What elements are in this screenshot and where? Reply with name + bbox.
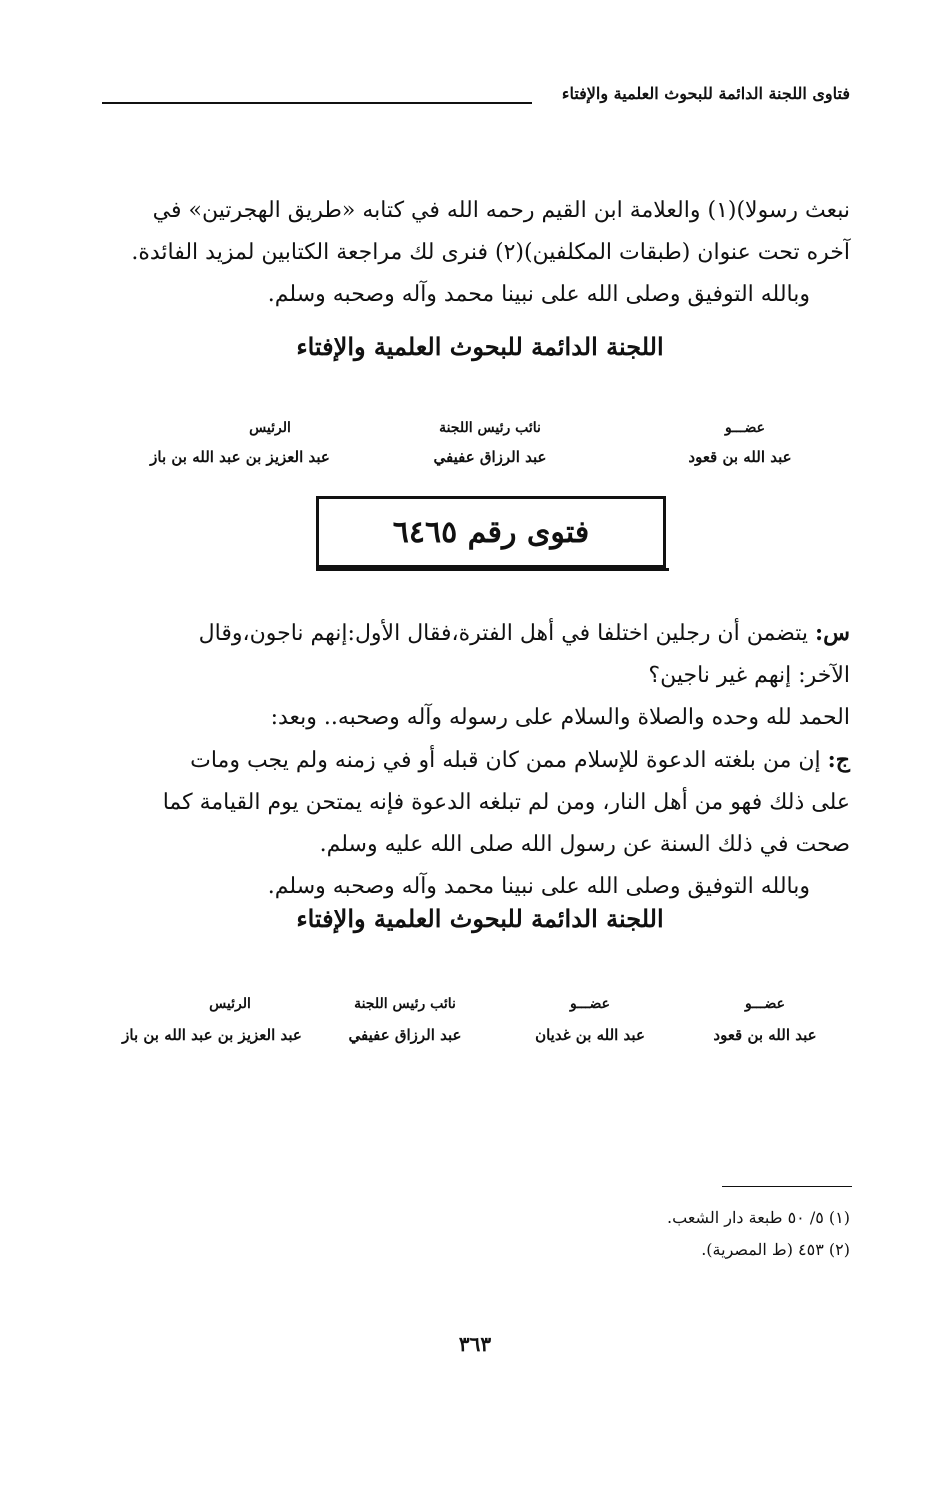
- footnote: (٢) ٤٥٣ (ط المصرية).: [701, 1240, 850, 1259]
- answer-lead: ج:: [827, 747, 850, 773]
- signature-role: عضـــو: [569, 996, 611, 1012]
- signature-name: عبد الله بن غديان: [535, 1026, 645, 1044]
- signature-name: عبد العزيز بن عبد الله بن باز: [122, 1026, 302, 1044]
- signature-name: عبد الله بن قعود: [713, 1026, 817, 1044]
- praise-line: الحمد لله وحده والصلاة والسلام على رسوله وآله وصحبه.. وبعد:: [270, 705, 850, 730]
- signature-role: نائب رئيس اللجنة: [354, 996, 456, 1012]
- signature-role: عضـــو: [724, 420, 766, 436]
- signature-name: عبد الرزاق عفيفي: [348, 1026, 462, 1044]
- closing-line: وبالله التوفيق وصلى الله على نبينا محمد وآله وصحبه وسلم.: [267, 282, 810, 307]
- running-header-title: فتاوى اللجنة الدائمة للبحوث العلمية والإفتاء: [561, 84, 850, 103]
- question-line: [100, 612, 850, 655]
- signature-role: نائب رئيس اللجنة: [439, 420, 541, 436]
- answer-line: على ذلك فهو من أهل النار، ومن لم تبلغه الدعوة فإنه يمتحن يوم القيامة كما: [162, 790, 850, 815]
- signature-role: الرئيس: [249, 420, 291, 436]
- question-line: الآخر: إنهم غير ناجين؟: [648, 663, 850, 688]
- signature-role: عضـــو: [744, 996, 786, 1012]
- question-lead: س:: [815, 620, 850, 646]
- fatwa-number-title: فتوى رقم ٦٤٦٥: [392, 514, 590, 550]
- committee-name: اللجنة الدائمة للبحوث العلمية والإفتاء: [296, 332, 664, 361]
- answer-line: صحت في ذلك السنة عن رسول الله صلى الله عليه وسلم.: [319, 832, 850, 857]
- page-number: ٣٦٣: [458, 1332, 492, 1356]
- signature-name: عبد الرزاق عفيفي: [433, 448, 547, 466]
- footnote-rule: [722, 1186, 852, 1187]
- text-line: نبعث رسولا)(١) والعلامة ابن القيم رحمه الله في كتابه «طريق الهجرتين» في: [152, 198, 850, 223]
- answer-line: [100, 739, 850, 782]
- text-line: آخره تحت عنوان (طبقات المكلفين)(٢) فنرى لك مراجعة الكتابين لمزيد الفائدة.: [131, 240, 850, 265]
- footnote: (١) ٥/ ٥٠ طبعة دار الشعب.: [667, 1208, 850, 1227]
- signature-role: الرئيس: [209, 996, 251, 1012]
- signature-name: عبد الله بن قعود: [688, 448, 792, 466]
- running-header-rule: [102, 102, 532, 104]
- fatwa-number-box: [316, 496, 666, 568]
- signature-name: عبد العزيز بن عبد الله بن باز: [150, 448, 330, 466]
- closing-line: وبالله التوفيق وصلى الله على نبينا محمد وآله وصحبه وسلم.: [267, 874, 810, 899]
- first-fatwa-text: [100, 190, 850, 316]
- question-text: يتضمن أن رجلين اختلفا في أهل الفترة،فقال الأول:إنهم ناجون،وقال: [198, 621, 809, 646]
- answer-text: إن من بلغته الدعوة للإسلام ممن كان قبله أو في زمنه ولم يجب ومات: [190, 748, 821, 773]
- committee-name: اللجنة الدائمة للبحوث العلمية والإفتاء: [296, 904, 664, 933]
- second-fatwa-text: [100, 612, 850, 908]
